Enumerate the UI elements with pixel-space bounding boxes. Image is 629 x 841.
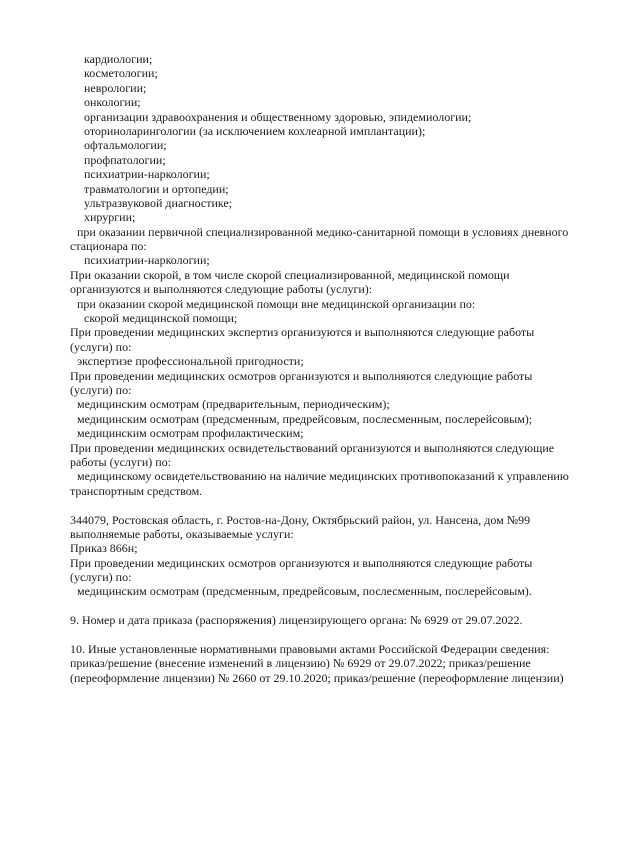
document-line: скорой медицинской помощи;	[84, 311, 238, 326]
document-line: экспертизе профессиональной пригодности;	[77, 354, 304, 369]
document-line: При оказании скорой, в том числе скорой специализированной, медицинской помощи	[70, 267, 510, 282]
document-line: 10. Иные установленные нормативными правовыми актами Российской Федерации сведения:	[70, 642, 550, 657]
document-line: При проведении медицинских осмотров организуются и выполняются следующие работы	[70, 555, 533, 570]
document-line: профпатологии;	[84, 152, 166, 167]
document-line: При проведении медицинских осмотров организуются и выполняются следующие работы	[70, 368, 533, 383]
document-line: онкологии;	[84, 95, 141, 110]
document-line: организации здравоохранения и общественному здоровью, эпидемиологии;	[84, 109, 472, 124]
document-line: ультразвуковой диагностике;	[84, 195, 233, 210]
document-line: медицинским осмотрам профилактическим;	[77, 426, 304, 441]
document-line: 344079, Ростовская область, г. Ростов-на-Дону, Октябрьский район, ул. Нансена, дом №99	[70, 512, 531, 527]
document-line: (услуги) по:	[70, 382, 132, 397]
document-line: кардиологии;	[84, 52, 153, 66]
document-line: При проведении медицинских экспертиз организуются и выполняются следующие работы	[70, 325, 535, 340]
document-line: транспортным средством.	[70, 483, 203, 498]
document-line: психиатрии-наркологии;	[84, 253, 210, 268]
document-line: оториноларингологии (за исключением кохлеарной имплантации);	[84, 123, 426, 138]
document-line: травматологии и ортопедии;	[84, 181, 229, 196]
document-line: (услуги) по:	[70, 570, 132, 585]
document-line: неврологии;	[84, 80, 147, 95]
document-line: стационара по:	[70, 239, 147, 254]
document-line: медицинским осмотрам (предварительным, периодическим);	[77, 397, 390, 412]
document-line: работы (услуги) по:	[70, 454, 171, 469]
blank-line	[70, 498, 589, 512]
license-text	[70, 52, 589, 685]
document-line: приказ/решение (внесение изменений в лицензию) № 6929 от 29.07.2022; приказ/решение	[70, 656, 531, 671]
document-line: При проведении медицинских освидетельствований организуются и выполняются следующие	[70, 440, 555, 455]
document-line: 9. Номер и дата приказа (распоряжения) лицензирующего органа: № 6929 от 29.07.2022.	[70, 613, 523, 628]
document-line: медицинским осмотрам (предсменным, предрейсовым, послесменным, послерейсовым);	[77, 411, 533, 426]
document-line: (переоформление лицензии) № 2660 от 29.10.2020; приказ/решение (переоформление лицензии)	[70, 670, 564, 685]
document-line: медицинским осмотрам (предсменным, предрейсовым, послесменным, послерейсовым).	[77, 584, 532, 599]
document-line: (услуги) по:	[70, 339, 132, 354]
document-line: Приказ 866н;	[70, 541, 138, 556]
blank-line	[70, 628, 589, 642]
document-line: при оказании скорой медицинской помощи вне медицинской организации по:	[77, 296, 476, 311]
document-line: выполняемые работы, оказываемые услуги:	[70, 526, 294, 541]
document-line: организуются и выполняются следующие работы (услуги):	[70, 282, 373, 297]
document-line: медицинскому освидетельствованию на наличие медицинских противопоказаний к управлению	[77, 469, 569, 484]
document-line: психиатрии-наркологии;	[84, 167, 210, 182]
blank-line	[70, 599, 589, 613]
document-line: хирургии;	[84, 210, 136, 225]
document-line: косметологии;	[84, 66, 158, 81]
document-line: при оказании первичной специализированной медико-санитарной помощи в условиях дневного	[77, 224, 569, 239]
document-line: офтальмологии;	[84, 138, 167, 153]
